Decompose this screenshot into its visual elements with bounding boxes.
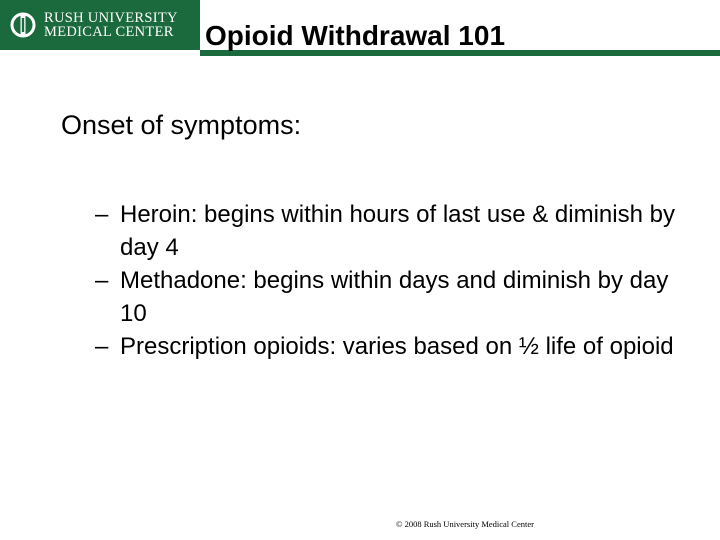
logo-banner — [0, 0, 200, 50]
slide-title: Opioid Withdrawal 101 — [205, 20, 506, 51]
bullet-text: Methadone: begins within days and diminish by day 10 — [120, 267, 669, 327]
bullet-dash: – — [95, 333, 109, 360]
section-heading: Onset of symptoms: — [61, 110, 302, 140]
bullet-item — [95, 330, 675, 363]
bullet-dash: – — [95, 267, 109, 294]
bullet-text: Prescription opioids: varies based on ½ life of opioid — [120, 333, 674, 360]
bullet-list — [95, 198, 675, 363]
bullet-item — [95, 198, 675, 264]
logo-line2: MEDICAL CENTER — [44, 24, 174, 40]
bullet-text: Heroin: begins within hours of last use & diminish by day 4 — [120, 201, 675, 261]
bullet-dash: – — [95, 201, 109, 228]
logo-text — [44, 11, 178, 39]
bullet-item — [95, 264, 675, 330]
copyright-footer: © 2008 Rush University Medical Center — [396, 519, 534, 529]
logo-line1: RUSH UNIVERSITY — [44, 10, 178, 26]
rush-logo-icon — [10, 12, 36, 38]
